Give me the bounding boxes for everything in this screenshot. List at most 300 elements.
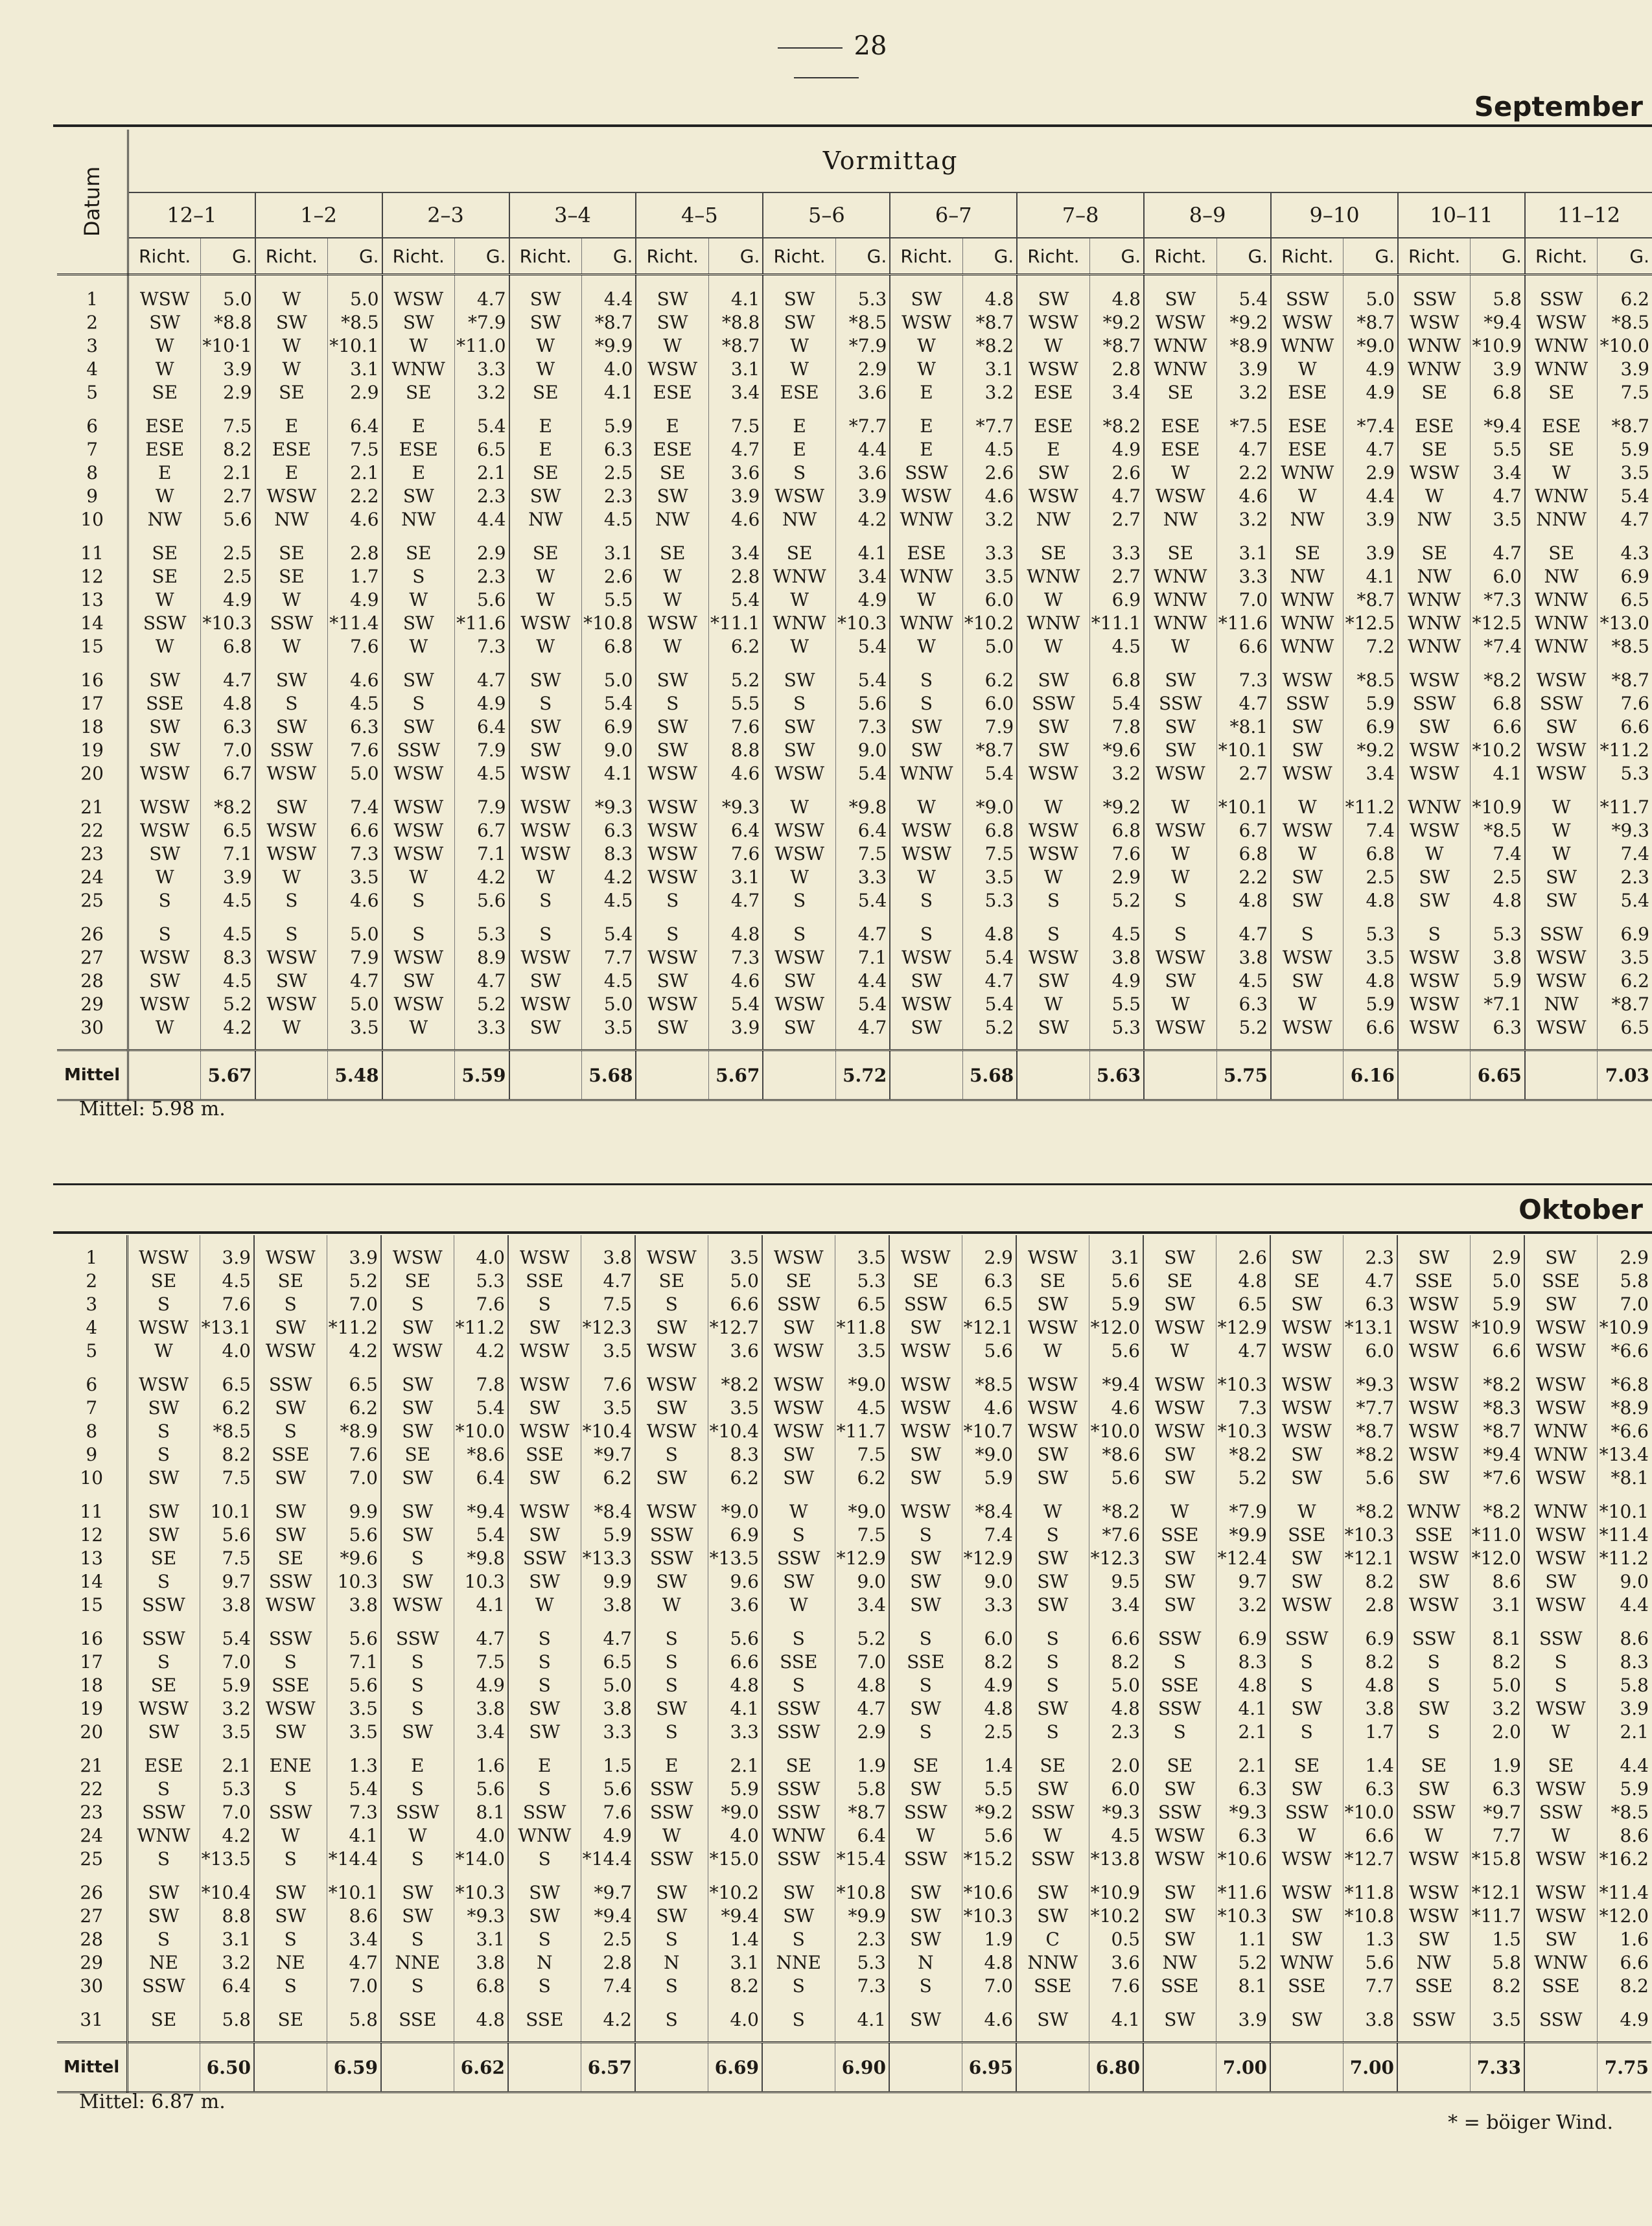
wind-speed: 6.3	[962, 1269, 1016, 1292]
wind-direction: WSW	[382, 795, 455, 818]
wind-speed: 10.3	[327, 1570, 381, 1593]
wind-direction: SE	[255, 564, 328, 588]
wind-speed: *13.1	[1343, 1316, 1397, 1339]
wind-speed: 5.9	[1598, 437, 1652, 461]
wind-speed: 5.6	[1089, 1466, 1143, 1489]
wind-speed: 4.6	[962, 2008, 1016, 2031]
wind-speed: 9.9	[581, 1570, 635, 1593]
wind-speed: 6.2	[708, 634, 763, 658]
wind-speed: 6.8	[962, 818, 1017, 842]
wind-direction: SW	[1017, 1015, 1089, 1039]
wind-speed: 8.6	[1597, 1627, 1651, 1650]
wind-direction: SSW	[1016, 1847, 1089, 1870]
wind-direction: SW	[254, 1466, 327, 1489]
mittel-empty	[509, 1050, 582, 1100]
wind-direction: SW	[381, 1523, 454, 1546]
richt-header: Richt.	[636, 238, 708, 275]
wind-speed: 4.1	[1216, 1697, 1270, 1720]
wind-speed: 5.0	[708, 1269, 762, 1292]
wind-speed: 4.0	[708, 2008, 762, 2031]
wind-direction: SW	[382, 611, 455, 634]
wind-direction: S	[762, 1927, 835, 1951]
wind-direction: S	[1524, 1650, 1597, 1673]
wind-direction: SW	[382, 715, 455, 738]
wind-speed: 8.2	[962, 1650, 1016, 1673]
day-row	[57, 414, 1652, 437]
wind-direction: S	[1016, 1523, 1089, 1546]
wind-speed: 4.8	[1343, 1673, 1397, 1697]
wind-direction: SW	[1016, 1881, 1089, 1904]
wind-direction: W	[255, 1015, 328, 1039]
wind-speed: 4.6	[1089, 1396, 1143, 1419]
wind-direction: W	[1144, 865, 1216, 888]
wind-speed: 7.4	[1344, 818, 1398, 842]
wind-direction: WNW	[762, 1824, 835, 1847]
wind-direction: WSW	[1524, 1593, 1597, 1616]
wind-speed: 2.3	[455, 564, 509, 588]
hour-header: 9–10	[1271, 192, 1398, 238]
wind-speed: 4.5	[201, 969, 255, 992]
wind-direction: W	[636, 588, 708, 611]
wind-direction: SW	[254, 1523, 327, 1546]
wind-speed: 3.3	[962, 1593, 1016, 1616]
wind-direction: S	[508, 1974, 581, 1997]
wind-direction: WSW	[1525, 761, 1598, 785]
wind-speed: 7.0	[835, 1650, 889, 1673]
wind-direction: WSW	[382, 992, 455, 1015]
wind-direction: SSE	[1016, 1974, 1089, 1997]
wind-speed: 6.3	[1470, 1777, 1524, 1800]
wind-direction: WSW	[1271, 818, 1344, 842]
wind-direction: SW	[1143, 2008, 1216, 2031]
day-row	[57, 922, 1652, 945]
wind-direction: S	[381, 1927, 454, 1951]
wind-direction: E	[890, 414, 962, 437]
mittel-empty	[890, 1050, 962, 1100]
wind-speed: 3.1	[708, 1951, 762, 1974]
wind-direction: WSW	[1270, 1396, 1343, 1419]
wind-direction: WSW	[636, 357, 708, 380]
wind-direction: ESE	[1271, 380, 1344, 404]
wind-direction: WNW	[1524, 1500, 1597, 1523]
day-row	[57, 1627, 1651, 1650]
wind-speed: *8.3	[1470, 1396, 1524, 1419]
mittel-empty	[255, 1050, 328, 1100]
wind-direction: WNW	[1144, 611, 1216, 634]
wind-speed: *10.0	[454, 1419, 508, 1443]
wind-speed: 3.8	[581, 1593, 635, 1616]
wind-speed: *9.4	[1471, 310, 1525, 334]
wind-speed: 5.3	[835, 287, 890, 310]
wind-direction: SSW	[127, 1593, 200, 1616]
wind-direction: WSW	[127, 1316, 200, 1339]
wind-speed: 2.8	[708, 564, 763, 588]
wind-speed: 4.1	[708, 1697, 762, 1720]
wind-direction: SSW	[255, 738, 328, 761]
day-number: 17	[57, 1650, 127, 1673]
wind-direction: W	[1017, 334, 1089, 357]
wind-speed: *8.2	[1470, 1373, 1524, 1396]
wind-speed: *12.0	[1089, 1316, 1143, 1339]
wind-speed: *12.4	[1216, 1546, 1270, 1570]
wind-speed: 5.0	[581, 992, 636, 1015]
wind-direction: WSW	[509, 992, 582, 1015]
wind-speed: 9.0	[835, 1570, 889, 1593]
wind-direction: SW	[127, 1466, 200, 1489]
wind-direction: N	[508, 1951, 581, 1974]
wind-speed: 5.3	[455, 922, 509, 945]
wind-direction: SW	[1524, 1570, 1597, 1593]
day-row	[57, 1443, 1651, 1466]
wind-speed: *9.0	[835, 1373, 889, 1396]
wind-direction: WSW	[890, 842, 962, 865]
wind-direction: S	[762, 1974, 835, 1997]
wind-direction: SW	[509, 287, 582, 310]
wind-direction: S	[1017, 922, 1089, 945]
wind-direction: SW	[889, 1443, 962, 1466]
wind-speed: *8.2	[1343, 1443, 1397, 1466]
wind-speed: *12.1	[962, 1316, 1016, 1339]
wind-direction: SW	[1017, 461, 1089, 484]
wind-speed: *8.9	[327, 1419, 381, 1443]
day-row	[57, 761, 1652, 785]
wind-speed: *8.5	[835, 310, 890, 334]
wind-speed: 4.7	[1089, 484, 1144, 507]
wind-direction: WNW	[1271, 461, 1344, 484]
wind-speed: 3.2	[962, 507, 1017, 531]
wind-direction: W	[1016, 1500, 1089, 1523]
wind-direction: S	[635, 1927, 708, 1951]
wind-direction: SE	[1524, 1754, 1597, 1777]
wind-speed: 5.6	[1343, 1951, 1397, 1974]
wind-direction: SE	[636, 461, 708, 484]
wind-speed: *6.6	[1597, 1339, 1651, 1362]
wind-direction: W	[128, 484, 201, 507]
wind-speed: 3.2	[455, 380, 509, 404]
wind-speed: *11.0	[1470, 1523, 1524, 1546]
wind-direction: WSW	[1271, 945, 1344, 969]
wind-direction: SE	[509, 461, 582, 484]
wind-direction: SW	[890, 715, 962, 738]
wind-speed: 2.3	[1089, 1720, 1143, 1743]
wind-speed: *12.9	[1216, 1316, 1270, 1339]
wind-direction: S	[636, 691, 708, 715]
wind-speed: 4.4	[1344, 484, 1398, 507]
wind-direction: S	[1016, 1673, 1089, 1697]
wind-speed: 3.5	[708, 1396, 762, 1419]
wind-direction: SSW	[1017, 691, 1089, 715]
wind-speed: 2.7	[1089, 564, 1144, 588]
wind-speed: 8.6	[1470, 1570, 1524, 1593]
wind-speed: 6.5	[455, 437, 509, 461]
wind-direction: SW	[254, 1881, 327, 1904]
wind-speed: *9.2	[962, 1800, 1016, 1824]
hour-header: 6–7	[890, 192, 1017, 238]
wind-direction: WSW	[1143, 1373, 1216, 1396]
wind-speed: 6.6	[1597, 1951, 1651, 1974]
wind-speed: 3.3	[455, 357, 509, 380]
wind-direction: WSW	[1397, 1847, 1470, 1870]
wind-speed: 4.4	[1597, 1593, 1651, 1616]
wind-direction: NE	[254, 1951, 327, 1974]
wind-speed: *11.2	[1344, 795, 1398, 818]
wind-direction: SSW	[635, 1847, 708, 1870]
wind-speed: 5.0	[581, 1673, 635, 1697]
wind-speed: 2.3	[455, 484, 509, 507]
wind-direction: SE	[1525, 380, 1598, 404]
wind-direction: WNW	[1525, 357, 1598, 380]
wind-direction: SSE	[254, 1673, 327, 1697]
mittel-value: 5.67	[201, 1050, 255, 1100]
wind-direction: E	[128, 461, 201, 484]
wind-speed: *10.3	[1216, 1904, 1270, 1927]
day-row	[57, 1927, 1651, 1951]
wind-direction: SW	[1397, 1246, 1470, 1269]
wind-speed: 5.9	[1597, 1777, 1651, 1800]
wind-speed: 3.5	[581, 1396, 635, 1419]
wind-speed: 4.4	[835, 969, 890, 992]
wind-speed: *11.7	[835, 1419, 889, 1443]
wind-speed: 7.3	[1216, 1396, 1270, 1419]
wind-speed: *10.0	[1089, 1419, 1143, 1443]
wind-speed: *9.4	[581, 1904, 635, 1927]
wind-direction: SE	[762, 1269, 835, 1292]
g-header: G.	[1216, 238, 1271, 275]
day-row	[57, 1824, 1651, 1847]
wind-direction: SW	[381, 1316, 454, 1339]
day-number: 15	[57, 1593, 127, 1616]
wind-speed: 6.3	[581, 818, 636, 842]
day-number: 7	[57, 1396, 127, 1419]
wind-direction: S	[254, 1927, 327, 1951]
wind-speed: 2.3	[581, 484, 636, 507]
wind-speed: 4.5	[581, 969, 636, 992]
wind-speed: 9.9	[327, 1500, 381, 1523]
wind-direction: WSW	[1397, 1593, 1470, 1616]
wind-speed: 5.2	[1089, 888, 1144, 912]
wind-speed: 6.4	[708, 818, 763, 842]
wind-speed: 5.4	[962, 992, 1017, 1015]
wind-direction: W	[1143, 1500, 1216, 1523]
wind-direction: WSW	[1271, 1015, 1344, 1039]
wind-speed: 3.1	[962, 357, 1017, 380]
wind-direction: SW	[127, 1500, 200, 1523]
wind-speed: 7.5	[454, 1650, 508, 1673]
hour-header: 5–6	[763, 192, 890, 238]
wind-direction: WNW	[763, 611, 835, 634]
wind-direction: S	[381, 1292, 454, 1316]
wind-speed: 2.6	[1216, 1246, 1270, 1269]
wind-speed: 7.3	[835, 715, 890, 738]
wind-direction: SE	[254, 1269, 327, 1292]
wind-speed: 7.5	[708, 414, 763, 437]
wind-speed: 5.2	[1216, 1466, 1270, 1489]
wind-speed: *9.3	[1216, 1800, 1270, 1824]
wind-direction: W	[128, 865, 201, 888]
wind-speed: 4.7	[835, 1697, 889, 1720]
day-number: 22	[57, 818, 128, 842]
wind-speed: *8.2	[201, 795, 255, 818]
wind-speed: *14.4	[581, 1847, 635, 1870]
wind-direction: SSE	[1270, 1974, 1343, 1997]
wind-direction: SW	[889, 1881, 962, 1904]
wind-direction: SW	[1270, 1292, 1343, 1316]
wind-direction: WSW	[128, 795, 201, 818]
day-number: 13	[57, 1546, 127, 1570]
wind-direction: WSW	[635, 1419, 708, 1443]
day-number: 11	[57, 541, 128, 564]
wind-speed: *10.1	[328, 334, 382, 357]
wind-direction: E	[509, 437, 582, 461]
wind-speed: 4.6	[328, 507, 382, 531]
day-row	[57, 1881, 1651, 1904]
wind-speed: 3.4	[1089, 1593, 1143, 1616]
wind-direction: SE	[763, 541, 835, 564]
wind-speed: 5.9	[200, 1673, 254, 1697]
wind-speed: 3.5	[1598, 945, 1652, 969]
wind-direction: SW	[1270, 1246, 1343, 1269]
wind-speed: *10.4	[708, 1419, 762, 1443]
wind-speed: 7.4	[1471, 842, 1525, 865]
wind-direction: S	[382, 691, 455, 715]
wind-speed: *9.3	[1343, 1373, 1397, 1396]
wind-direction: WSW	[1143, 1396, 1216, 1419]
day-number: 30	[57, 1015, 128, 1039]
wind-speed: 1.4	[708, 1927, 762, 1951]
wind-direction: S	[128, 922, 201, 945]
wind-direction: ESE	[1017, 380, 1089, 404]
wind-direction: WSW	[1016, 1316, 1089, 1339]
wind-speed: 7.0	[327, 1466, 381, 1489]
day-row	[57, 691, 1652, 715]
wind-speed: *11.6	[1216, 611, 1271, 634]
wind-direction: SE	[254, 2008, 327, 2031]
wind-direction: SW	[1270, 2008, 1343, 2031]
oktober-top-rule	[53, 1231, 1652, 1234]
wind-speed: 3.5	[328, 1015, 382, 1039]
wind-speed: 4.8	[708, 1673, 762, 1697]
wind-direction: SW	[381, 1419, 454, 1443]
day-number: 6	[57, 1373, 127, 1396]
wind-direction: S	[1397, 1720, 1470, 1743]
wind-speed: *9.3	[1598, 818, 1652, 842]
wind-direction: S	[635, 2008, 708, 2031]
wind-direction: S	[509, 888, 582, 912]
mittel-value: 7.33	[1470, 2043, 1524, 2093]
wind-direction: S	[762, 1627, 835, 1650]
wind-direction: S	[635, 1627, 708, 1650]
wind-speed: *11.4	[1597, 1523, 1651, 1546]
wind-direction: S	[635, 1443, 708, 1466]
wind-direction: SW	[635, 1396, 708, 1419]
wind-direction: SE	[128, 541, 201, 564]
wind-direction: SSW	[762, 1292, 835, 1316]
wind-speed: 2.1	[1216, 1720, 1270, 1743]
wind-speed: *9.0	[962, 1443, 1016, 1466]
day-row	[57, 969, 1652, 992]
wind-speed: 5.4	[327, 1777, 381, 1800]
wind-direction: SSW	[127, 1800, 200, 1824]
wind-direction: SW	[381, 1904, 454, 1927]
wind-speed: 4.6	[328, 888, 382, 912]
wind-speed: 6.8	[581, 634, 636, 658]
wind-direction: SW	[127, 1396, 200, 1419]
wind-direction: WNW	[1398, 588, 1471, 611]
wind-speed: *12.1	[1470, 1881, 1524, 1904]
wind-direction: S	[889, 1627, 962, 1650]
wind-speed: 2.5	[581, 1927, 635, 1951]
wind-speed: 6.2	[835, 1466, 889, 1489]
wind-direction: SW	[889, 1593, 962, 1616]
wind-speed: 6.3	[1216, 1777, 1270, 1800]
wind-speed: 8.8	[200, 1904, 254, 1927]
wind-direction: SSW	[762, 1800, 835, 1824]
wind-speed: *12.5	[1471, 611, 1525, 634]
wind-direction: WNW	[1397, 1500, 1470, 1523]
wind-direction: SSW	[1270, 1627, 1343, 1650]
wind-direction: ESE	[127, 1754, 200, 1777]
wind-direction: WSW	[508, 1500, 581, 1523]
mittel-value: 5.63	[1089, 1050, 1144, 1100]
wind-direction: WSW	[1397, 1904, 1470, 1927]
wind-direction: WSW	[381, 1339, 454, 1362]
mittel-value: 5.75	[1216, 1050, 1271, 1100]
wind-speed: 3.1	[1470, 1593, 1524, 1616]
wind-speed: 3.9	[708, 1015, 763, 1039]
wind-direction: SSW	[1398, 287, 1471, 310]
wind-speed: 5.8	[1597, 1269, 1651, 1292]
day-row	[57, 1546, 1651, 1570]
wind-direction: SW	[1271, 715, 1344, 738]
wind-direction: WNW	[1271, 611, 1344, 634]
wind-direction: WSW	[509, 611, 582, 634]
day-number: 20	[57, 761, 128, 785]
wind-direction: SSE	[1143, 1673, 1216, 1697]
wind-speed: 5.9	[708, 1777, 762, 1800]
wind-direction: WSW	[635, 1373, 708, 1396]
wind-speed: 7.1	[835, 945, 890, 969]
wind-direction: SW	[508, 1904, 581, 1927]
wind-direction: SW	[254, 1396, 327, 1419]
wind-speed: 5.6	[455, 888, 509, 912]
wind-speed: 5.6	[455, 588, 509, 611]
day-row	[57, 1720, 1651, 1743]
wind-speed: 3.5	[1471, 507, 1525, 531]
day-number: 10	[57, 507, 128, 531]
mittel-empty	[763, 1050, 835, 1100]
wind-speed: 6.2	[581, 1466, 635, 1489]
mittel-value: 7.00	[1343, 2043, 1397, 2093]
mittel-label: Mittel	[57, 1050, 128, 1100]
wind-direction: SW	[1143, 1546, 1216, 1570]
wind-direction: E	[382, 461, 455, 484]
wind-direction: WSW	[1144, 761, 1216, 785]
wind-direction: WNW	[1525, 634, 1598, 658]
wind-speed: 4.9	[581, 1824, 635, 1847]
g-header: G.	[962, 238, 1017, 275]
wind-direction: SW	[636, 668, 708, 691]
wind-direction: S	[763, 461, 835, 484]
wind-direction: WSW	[1525, 945, 1598, 969]
wind-speed: 3.6	[708, 1593, 762, 1616]
wind-speed: *13.5	[200, 1847, 254, 1870]
wind-speed: 3.2	[962, 380, 1017, 404]
wind-speed: 3.9	[1597, 1697, 1651, 1720]
wind-speed: 4.7	[962, 969, 1017, 992]
wind-direction: SW	[128, 969, 201, 992]
wind-speed: 2.5	[1471, 865, 1525, 888]
wind-speed: 3.8	[1343, 2008, 1397, 2031]
